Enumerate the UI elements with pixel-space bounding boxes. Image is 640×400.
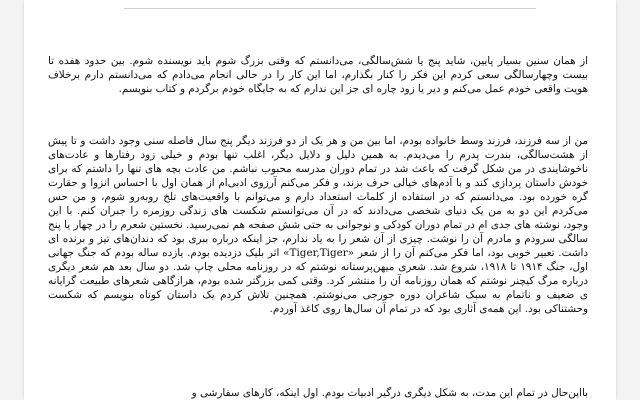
page-top-rule xyxy=(124,8,536,9)
paragraph-family-and-early-writing: من از سه فرزند، فرزند وسط خانواده بودم، اما بین من و هر یک از دو فرزند دیگر پنج سال فاصله سنی وجود داشت و تا پیش از هشت‌سالگی، بندرت پدرم را می‌دیدم. به همین دلیل و دلایل دیگر، اغلب تنها بودم و خیلی زود رفتارها و عادت‌های ناخوشایندی در من شکل گرفت که باعث شد در تمام دوران مدرسه محبوب نباشم. من عادت بچه های تنها را داشتم که برای خودش داستان پردازی کند و با آدم‌های خیالی حرف بزند، و فکر می‌کنم آرزوی ادبی‌ام از همان اول با احساس انزوا و حقارت گره خورده بود. می‌دانستم که در استفاده از کلمات استعداد دارم و می‌توانم با واقعیت‌های تلخ روبه‌رو شوم، و من حس می‌کردم این دو به من یک دنیای شخصی می‌دادند که در آن می‌توانستم شکست های زندگی روزمره را جبران کنم. با این وجود، نوشته های جدی ام در تمام دوران کودکی و نوجوانی به حتی شش صفحه هم نمی‌رسید. نخستین شعرم را در چهار یا پنج سالگی سرودم و مادرم آن را نوشت. چیزی از آن شعر را به یاد ندارم، جز اینکه درباره ببری بود که دندان‌های تیز و برنده ای داشت. تعبیر خوبی بود، اما فکر می‌کنم آن را از شعر «Tiger,Tiger» اثر بلیک دزدیده بودم. یازده ساله بودم که جنگ جهانی اول، جنگ ۱۹۱۴ تا ۱۹۱۸، شروع شد. شعری میهن‌پرستانه نوشتم که در روزنامه محلی چاپ شد. دو سال بعد هم شعر دیگری درباره مرگ کیچنر نوشتم که همان روزنامه آن را منتشر کرد. وقتی کمی بزرگتر شده بودم، هرازگاهی شعرهای طبیعت گرایانه ی ضعیف و ناتمام به سبک شاعران دوره جورجی می‌نوشتم. همچنین تلاش کردم یک داستان کوتاه بنویسم که شکست وحشتناکی بود. این همه‌ی آثاری بود که در تمام آن سال‌ها روی کاغذ آوردم. xyxy=(48,135,589,316)
paragraph-childhood-ambition: از همان سنین بسیار پایین، شاید پنج یا شش‌سالگی، می‌دانستم که وقتی بزرگ شوم باید نویسنده شوم. بین حدود هفده تا بیست وچهارسالگی سعی کردم این فکر را کنار بگذارم، اما این کار را در حالی انجام می‌دادم که می‌دانستم دارم برخلاف هویت واقعی خودم عمل می‌کنم و دیر یا زود چاره ای جز این ندارم که به جایگاه خودم برگردم و کتاب بنویسم. xyxy=(48,55,589,96)
paragraph-literary-activity: بااین‌حال در تمام این مدت، به شکل دیگری درگیر ادبیات بودم. اول اینکه، کارهای سفارشی و xyxy=(191,387,588,400)
document-page xyxy=(24,0,616,400)
